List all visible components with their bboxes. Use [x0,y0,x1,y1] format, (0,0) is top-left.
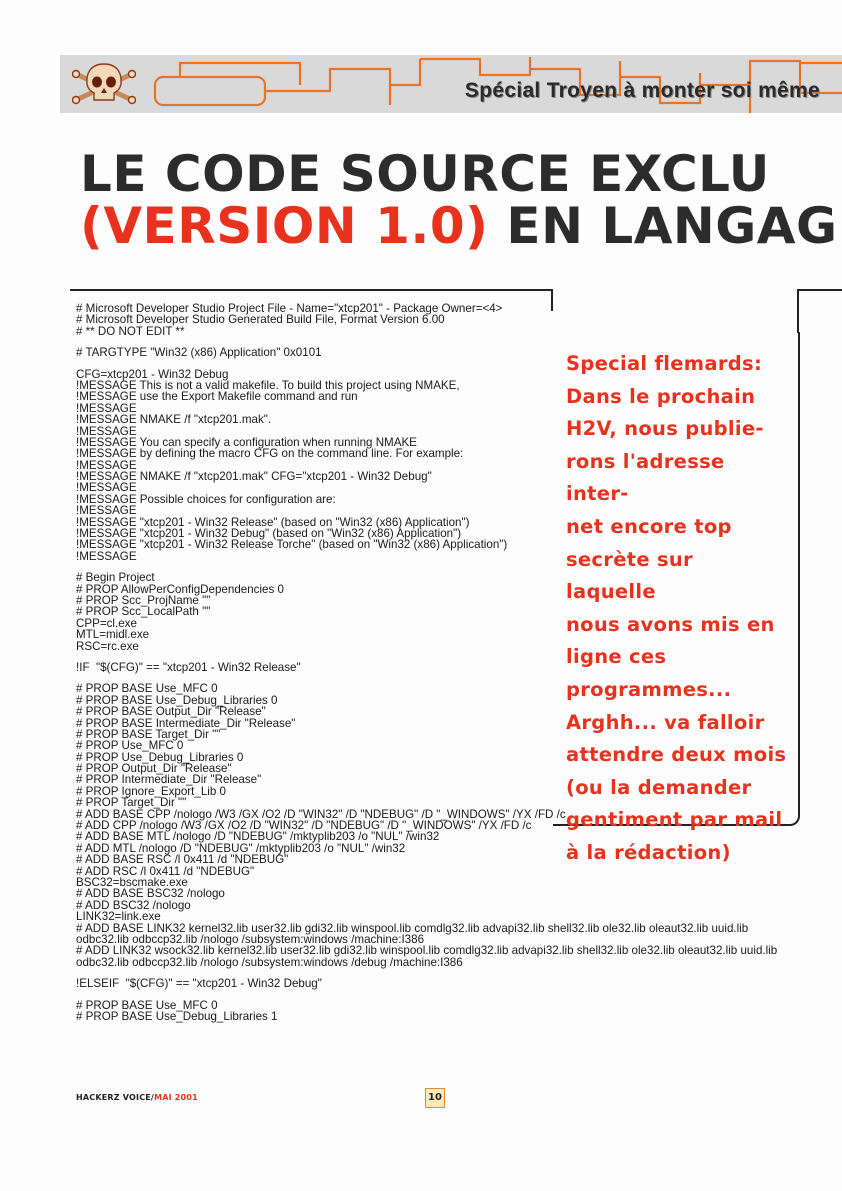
code-line: # Microsoft Developer Studio Generated Build File, Format Version 6.00 [76,313,445,327]
callout-line: ligne ces [566,645,667,669]
code-line: !ELSEIF "$(CFG)" == "xtcp201 - Win32 Debug" [76,977,322,991]
code-line: # PROP BASE Intermediate_Dir "Release" [76,716,296,730]
code-line: # PROP Output_Dir "Release" [76,762,232,776]
code-line: # PROP Intermediate_Dir "Release" [76,773,262,787]
code-frame-top-border [70,289,553,292]
code-line: # PROP Use_Debug_Libraries 0 [76,750,244,764]
callout-line: secrète sur laquelle [566,547,693,604]
code-line: # PROP BASE Output_Dir "Release" [76,705,266,719]
code-line: MTL=midl.exe [76,628,150,642]
code-line: # PROP Ignore_Export_Lib 0 [76,784,226,798]
code-line: BSC32=bscmake.exe [76,875,188,889]
code-line: # Begin Project [76,571,155,585]
issue-date: MAI 2001 [154,1093,198,1102]
section-title: Spécial Troyen à monter soi même [464,79,820,102]
callout-line: programmes... [566,677,732,701]
code-line: !MESSAGE [76,549,137,563]
page-number: 10 [425,1088,445,1108]
headline-version: (VERSION 1.0) [80,197,489,252]
callout-line: H2V, nous publie- [566,417,764,441]
code-line: # ADD BASE RSC /l 0x411 /d "NDEBUG" [76,853,289,867]
code-line: # ADD BASE LINK32 kernel32.lib user32.lib gdi32.lib winspool.lib comdlg32.lib advapi32.lib shell32.lib ole32.lib oleaut32.lib uuid.lib odbc32.lib odbccp32.lib /nologo /subsystem:windows /machine:I386 [76,921,749,946]
code-line: !MESSAGE Possible choices for configuration are: [76,492,336,506]
code-line: !MESSAGE NMAKE /f "xtcp201.mak". [76,413,272,427]
code-line: !MESSAGE use the Export Makefile command and run [76,390,358,404]
code-line: # PROP BASE Use_Debug_Libraries 1 [76,1009,278,1023]
callout-line: Dans le prochain [566,384,756,408]
code-line: !MESSAGE "xtcp201 - Win32 Debug" (based on "Win32 (x86) Application") [76,527,462,541]
code-line: # ADD BASE CPP /nologo /W3 /GX /O2 /D "WIN32" /D "NDEBUG" /D "_WINDOWS" /YX /FD /c [76,807,566,821]
callout-line: net encore top [566,514,732,538]
headline [80,148,842,252]
code-line: # ** DO NOT EDIT ** [76,324,185,338]
code-line: # ADD BASE MTL /nologo /D "NDEBUG" /mktyplib203 /o "NUL" /win32 [76,830,440,844]
callout-text [566,348,788,870]
callout-line: Arghh... va falloir [566,710,765,734]
callout-line: rons l'adresse inter- [566,449,725,506]
headline-line-1: LE CODE SOURCE EXCLU [80,148,770,203]
code-line: # PROP BASE Use_MFC 0 [76,682,218,696]
code-line: CPP=cl.exe [76,616,137,630]
callout-top-border [797,289,842,291]
code-line: # ADD BSC32 /nologo [76,898,191,912]
code-line: LINK32=link.exe [76,910,161,924]
callout-line: gentiment par mail [566,808,783,832]
code-line: CFG=xtcp201 - Win32 Debug [76,367,229,381]
code-line: !MESSAGE This is not a valid makefile. To build this project using NMAKE, [76,378,460,392]
code-line: !MESSAGE NMAKE /f "xtcp201.mak" CFG="xtcp201 - Win32 Debug" [76,470,432,484]
code-line: # ADD MTL /nologo /D "NDEBUG" /mktyplib203 /o "NUL" /win32 [76,841,406,855]
callout-line: Special flemards: [566,352,763,375]
code-line: # PROP Scc_ProjName "" [76,593,211,607]
callout-corner [797,289,799,333]
code-line: # ADD LINK32 wsock32.lib kernel32.lib user32.lib gdi32.lib winspool.lib comdlg32.lib advapi32.lib shell32.lib ole32.lib oleaut32.lib uuid.lib odbc32.lib odbccp32.lib /nologo /subsystem:windows /debug /machine:I386 [76,944,778,969]
code-line: !MESSAGE [76,458,137,472]
magazine-name: HACKERZ VOICE/ [76,1093,155,1102]
code-line: !MESSAGE by defining the macro CFG on the command line. For example: [76,447,464,461]
headline-line-2 [80,197,842,252]
code-line: !MESSAGE [76,401,137,415]
callout-line: (ou la demander [566,775,752,799]
code-line: !MESSAGE [76,481,137,495]
footer-magazine [76,1093,198,1102]
code-line: # PROP Target_Dir "" [76,796,187,810]
code-line: !MESSAGE "xtcp201 - Win32 Release Torche" (based on "Win32 (x86) Application") [76,538,508,552]
callout-line: à la rédaction) [566,840,731,864]
skull-crossbones-icon [72,60,136,114]
code-line: # ADD RSC /l 0x411 /d "NDEBUG" [76,864,255,878]
code-line: # ADD BASE BSC32 /nologo [76,887,225,901]
code-line: # PROP AllowPerConfigDependencies 0 [76,582,284,596]
callout-line: nous avons mis en [566,612,775,636]
code-line: !MESSAGE "xtcp201 - Win32 Release" (based on "Win32 (x86) Application") [76,515,470,529]
code-line: !MESSAGE You can specify a configuration when running NMAKE [76,435,417,449]
header-banner [60,55,842,113]
code-line: !MESSAGE [76,504,137,518]
code-line: # PROP BASE Target_Dir "" [76,727,221,741]
code-line: RSC=rc.exe [76,639,139,653]
code-line: # PROP Use_MFC 0 [76,739,184,753]
code-line: # PROP BASE Use_MFC 0 [76,998,218,1012]
callout-line: attendre deux mois [566,743,787,767]
code-line: # PROP Scc_LocalPath "" [76,605,211,619]
code-line: # Microsoft Developer Studio Project File - Name="xtcp201" - Package Owner=<4> [76,302,503,315]
headline-language: EN LANGAG [488,197,838,252]
code-line: # TARGTYPE "Win32 (x86) Application" 0x0101 [76,346,322,360]
code-line: # ADD CPP /nologo /W3 /GX /O2 /D "WIN32" /D "NDEBUG" /D "_WINDOWS" /YX /FD /c [76,819,532,833]
code-line: !IF "$(CFG)" == "xtcp201 - Win32 Release" [76,660,301,674]
code-line: !MESSAGE [76,424,137,438]
code-line: # PROP BASE Use_Debug_Libraries 0 [76,693,278,707]
